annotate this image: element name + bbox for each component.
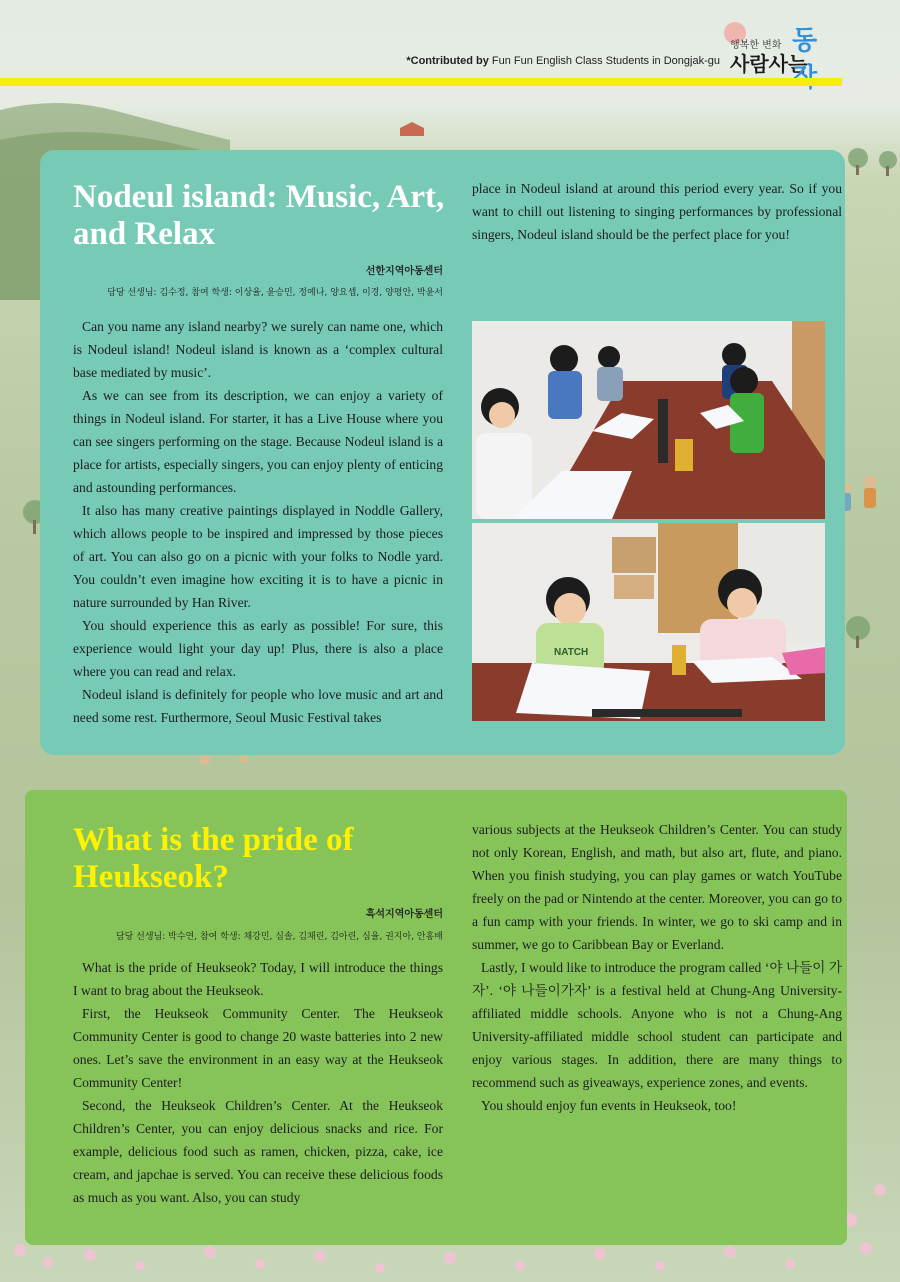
article1-column-right — [472, 177, 842, 246]
article1-paragraph: Can you name any island nearby? we surely can name one, which is Nodeul island! Nodeul island is known as a ‘complex cultural base mediated by music’. — [73, 319, 443, 380]
logo-main-text: 사람사는 — [730, 52, 808, 76]
article1-paragraph: As we can see from its description, we can enjoy a variety of things in Nodeul island. For starter, it has a Live House where you can see singers performing on the stage. Because Nodeul island is a place for artists, especially singers, you can enjoy plenty of enticing and astounding performances. — [73, 388, 443, 495]
article1-credits: 담당 선생님: 김수정, 참여 학생: 이상율, 윤승민, 정예나, 양요셉, 이경, 양평안, 박윤서 — [107, 288, 443, 298]
logo-accent-text: 동 — [792, 26, 818, 56]
article2-paragraph: First, the Heukseok Community Center. The Heukseok Community Center is good to change 20 waste batteries into 2 new ones. Let’s save the environment in an easy way at the Heukseok Community Center! — [73, 1006, 443, 1090]
dongjak-logo — [724, 18, 842, 78]
article2-paragraph: Second, the Heukseok Children’s Center. At the Heukseok Children’s Center, you can enjoy delicious snacks and rice. For example, delicious food such as ramen, chicken, pizza, cake, ice cream, and japchae is served. You can receive these delicious foods as much as you want. Also, you can study — [73, 1098, 443, 1205]
shirt-print: NATCH — [554, 647, 589, 658]
article2-paragraph-continued: various subjects at the Heukseok Children’s Center. You can study not only Korean, English, and math, but also art, flute, and piano. When you finish studying, you can play games or watch YouTube freely on the pad or Nintendo at the center. Moreover, you can go to a fun camp with your friends. In winter, we go to ski camp and in summer, we go to Caribbean Bay or Everland. — [472, 822, 842, 952]
article1-paragraph: You should experience this as early as possible! For sure, this experience would light your day up! Plus, there is also a place where you can read and relax. — [73, 618, 443, 679]
article2-column-right — [472, 818, 842, 1117]
article2-paragraph: You should enjoy fun events in Heukseok, too! — [481, 1098, 737, 1113]
contributor-credit: *Contributed by Fun Fun English Class Students in Dongjak-gu — [406, 55, 720, 67]
classroom-photo-2 — [472, 523, 825, 721]
article1-paragraph: It also has many creative paintings displayed in Noddle Gallery, which allows people to be inspired and impressed by those pieces of art. You can also go on a picnic with your folks to Nodle yard. You couldn’t even imagine how exciting it is to have a picnic in nature surrounded by Han River. — [73, 503, 443, 610]
logo-slogan: 행복한 변화 — [730, 40, 782, 51]
article2-column-left — [73, 956, 443, 1209]
article2-organization: 흑석지역아동센터 — [365, 909, 443, 920]
article2-paragraph: Lastly, I would like to introduce the program called ‘야 나들이 가자’. ‘야 나들이가자’ is a festival held at Chung-Ang University-affiliated middle schools. Anyone who is not a Chung-Ang University-affiliated middle school student can participate and enjoy various stages. In addition, there are many things to recommend such as giveaways, experience zones, and events. — [472, 960, 842, 1090]
article1-paragraph: Nodeul island is definitely for people who love music and art and need some rest. Furthermore, Seoul Music Festival takes — [73, 687, 443, 725]
article2-title: What is the pride of Heukseok? — [73, 822, 354, 895]
article1-title: Nodeul island: Music, Art, and Relax — [73, 179, 445, 252]
article1-column-left — [73, 315, 443, 729]
classroom-photo-1 — [472, 321, 825, 519]
header-divider — [0, 78, 842, 86]
article1-organization: 선한지역아동센터 — [365, 266, 443, 277]
article2-credits: 담당 선생님: 박수연, 참여 학생: 채강민, 심솔, 김채린, 김아린, 심율, 권지아, 안홍배 — [115, 932, 443, 942]
article1-paragraph-continued: place in Nodeul island at around this period every year. So if you want to chill out listening to singing performances by professional singers, Nodeul island should be the perfect place for you! — [472, 181, 842, 242]
article2-paragraph: What is the pride of Heukseok? Today, I will introduce the things I want to brag about the Heukseok. — [73, 960, 443, 998]
